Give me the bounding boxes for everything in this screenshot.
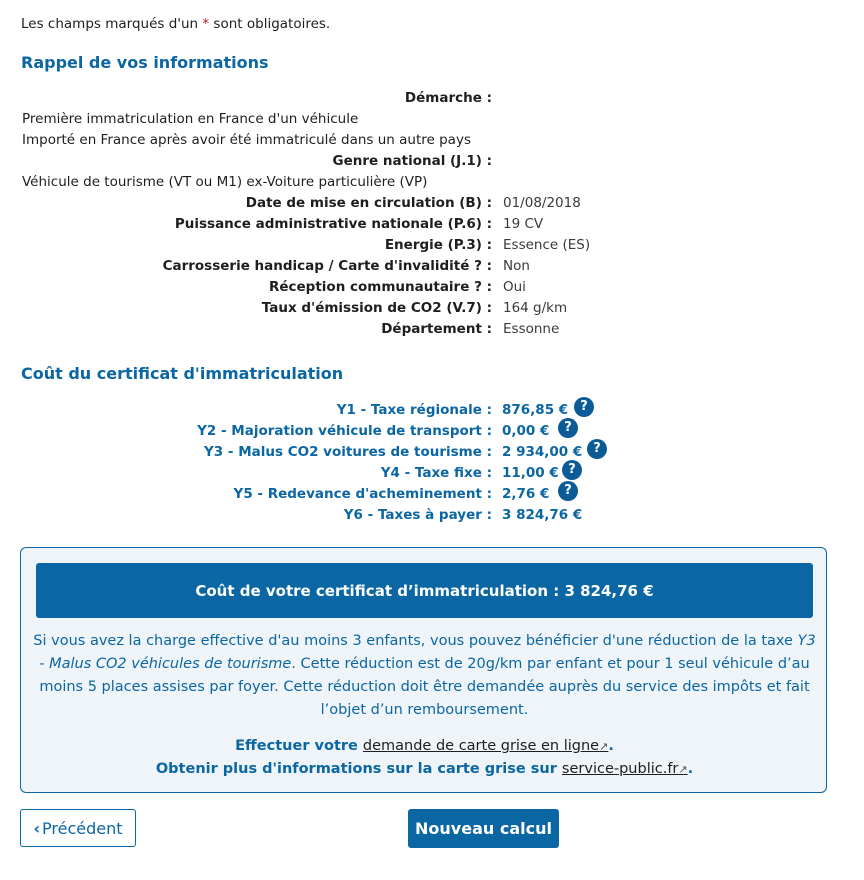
info-value-departement: Essonne — [503, 321, 560, 337]
info-label-puissance: Puissance administrative nationale (P.6) : — [174, 216, 492, 232]
service-public-link[interactable]: service-public.fr↗ — [561, 761, 688, 777]
previous-button[interactable]: ‹ Précédent — [20, 809, 136, 847]
summary-title: Rappel de vos informations — [21, 53, 269, 72]
help-icon[interactable]: ? — [558, 418, 578, 438]
genre-label: Genre national (J.1) : — [332, 153, 492, 169]
cost-value-y5: 2,76 € — [502, 486, 550, 502]
help-icon[interactable]: ? — [558, 481, 578, 501]
cost-title: Coût du certificat d'immatriculation — [21, 364, 344, 383]
cost-label-y6: Y6 - Taxes à payer : — [343, 507, 492, 523]
result-banner: Coût de votre certificat d’immatriculation : 3 824,76 € — [36, 563, 813, 618]
cost-value-y2: 0,00 € — [502, 423, 550, 439]
info-label-energie: Energie (P.3) : — [384, 237, 492, 253]
online-request-link[interactable]: demande de carte grise en ligne↗ — [362, 738, 609, 754]
required-fields-note: Les champs marqués d'un * sont obligatoires. — [21, 16, 331, 32]
help-icon[interactable]: ? — [574, 397, 594, 417]
cost-value-y6: 3 824,76 € — [502, 507, 583, 523]
info-label-carrosserie: Carrosserie handicap / Carte d'invalidité ? : — [162, 258, 492, 274]
info-label-departement: Département : — [381, 321, 492, 337]
cost-label-y3: Y3 - Malus CO2 voitures de tourisme : — [204, 444, 492, 460]
external-link-icon: ↗ — [678, 763, 688, 776]
cost-label-y2: Y2 - Majoration véhicule de transport : — [197, 423, 492, 439]
info-value-carrosserie: Non — [503, 258, 530, 274]
info-value-date: 01/08/2018 — [503, 195, 581, 211]
cost-value-y3: 2 934,00 € — [502, 444, 583, 460]
info-value-puissance: 19 CV — [503, 216, 544, 232]
info-label-co2: Taux d'émission de CO2 (V.7) : — [261, 300, 492, 316]
help-icon[interactable]: ? — [562, 460, 582, 480]
demarche-label: Démarche : — [404, 90, 492, 106]
cost-label-y1: Y1 - Taxe régionale : — [336, 402, 492, 418]
info-value-reception: Oui — [503, 279, 526, 295]
service-public-line: Obtenir plus d'informations sur la carte grise sur service-public.fr↗. — [155, 761, 694, 777]
demarche-line: Importé en France après avoir été immatriculé dans un autre pays — [22, 132, 471, 148]
cost-label-y4: Y4 - Taxe fixe : — [380, 465, 492, 481]
info-value-co2: 164 g/km — [503, 300, 568, 316]
reduction-tax-name: Y3 - Malus CO2 véhicules de tourisme — [39, 633, 816, 672]
info-value-energie: Essence (ES) — [503, 237, 591, 253]
result-box — [20, 547, 827, 793]
new-calculation-button[interactable]: Nouveau calcul — [408, 809, 559, 848]
external-link-icon: ↗ — [599, 740, 609, 753]
demarche-line: Première immatriculation en France d'un véhicule — [22, 111, 359, 127]
info-label-date: Date de mise en circulation (B) : — [245, 195, 492, 211]
cost-value-y1: 876,85 € — [502, 402, 569, 418]
online-request-line: Effectuer votre demande de carte grise en ligne↗. — [235, 738, 614, 754]
genre-value: Véhicule de tourisme (VT ou M1) ex-Voiture particulière (VP) — [22, 174, 428, 190]
cost-label-y5: Y5 - Redevance d'acheminement : — [233, 486, 492, 502]
required-asterisk: * — [202, 16, 210, 32]
chevron-left-icon: ‹ — [33, 818, 41, 838]
cost-value-y4: 11,00 € — [502, 465, 559, 481]
info-label-reception: Réception communautaire ? : — [268, 279, 492, 295]
reduction-info: Si vous avez la charge effective d'au moins 3 enfants, vous pouvez bénéficier d'une réduction de la taxe Y3 - Malus CO2 véhicules de tourisme. Cette réduction est de 20g/km par enfant et pour 1 seul véhicule d’au moins 5 places assises par foyer. Cette réduction doit être demandée auprès du service des impôts et fait l’objet d’un remboursement. — [33, 633, 816, 718]
help-icon[interactable]: ? — [587, 439, 607, 459]
